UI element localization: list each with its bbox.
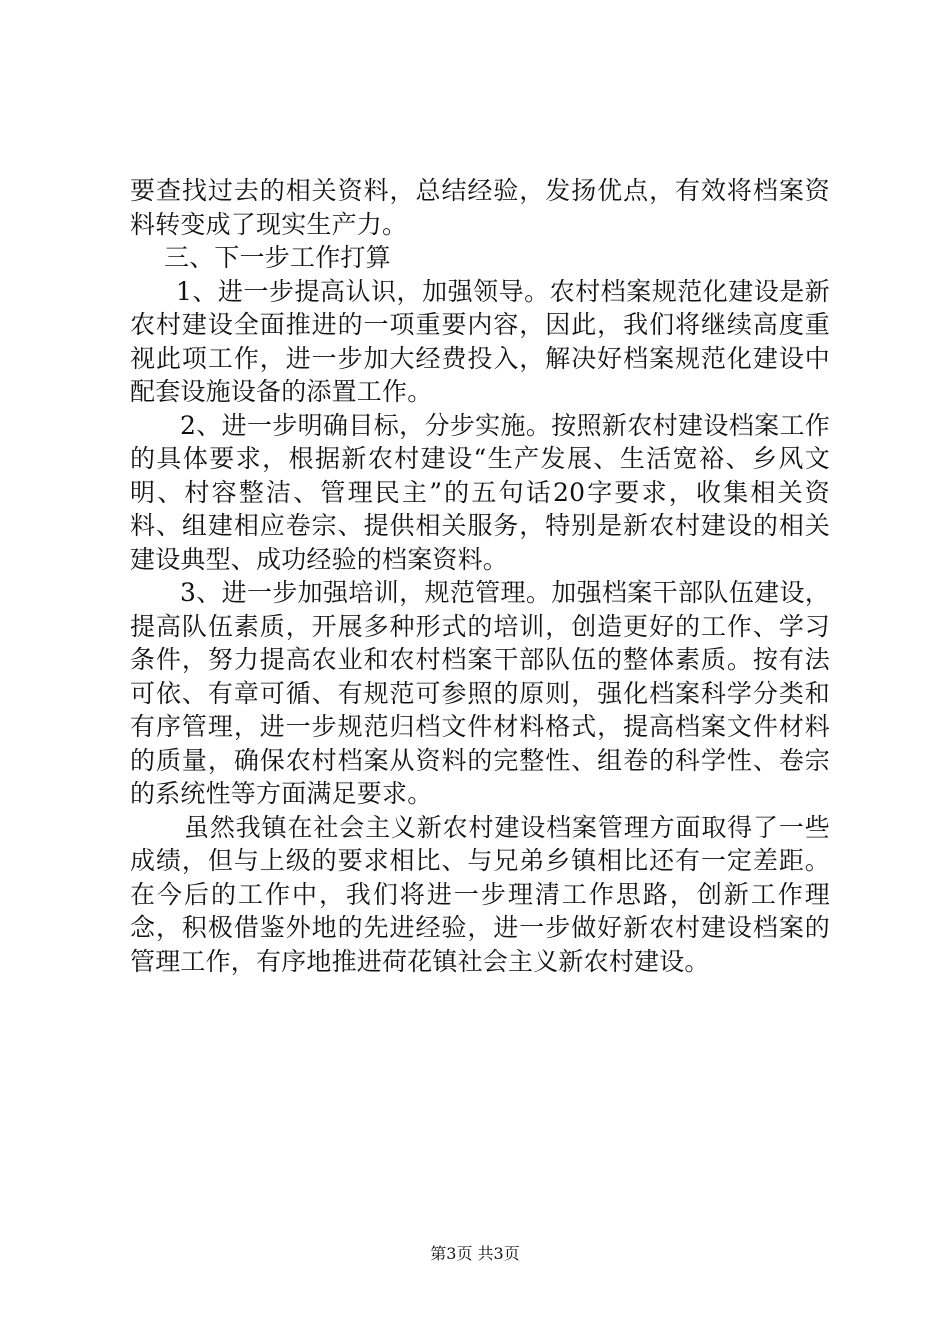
paragraph-item-2: 2、进一步明确目标，分步实施。按照新农村建设档案工作的具体要求，根据新农村建设“生产发展、生活宽裕、乡风文明、村容整洁、管理民主”的五句话20字要求，收集相关资料、组建相应卷宗、提供相关服务，特别是新农村建设的相关建设典型、成功经验的档案资料。 — [130, 410, 830, 574]
page-footer — [0, 1244, 950, 1264]
paragraph-item-3: 3、进一步加强培训，规范管理。加强档案干部队伍建设，提高队伍素质，开展多种形式的培训，创造更好的工作、学习条件，努力提高农业和农村档案干部队伍的整体素质。按有法可依、有章可循、有规范可参照的原则，强化档案科学分类和有序管理，进一步规范归档文件材料格式，提高档案文件材料的质量，确保农村档案从资料的完整性、组卷的科学性、卷宗的系统性等方面满足要求。 — [130, 578, 830, 808]
document-body — [130, 174, 830, 978]
section-heading-next-steps: 三、下一步工作打算 — [164, 243, 391, 272]
paragraph-continuation: 要查找过去的相关资料，总结经验，发扬优点，有效将档案资料转变成了现实生产力。 — [130, 176, 830, 239]
paragraph-conclusion: 虽然我镇在社会主义新农村建设档案管理方面取得了一些成绩，但与上级的要求相比、与兄弟乡镇相比还有一定差距。在今后的工作中，我们将进一步理清工作思路，创新工作理念，积极借鉴外地的先进经验，进一步做好新农村建设档案的管理工作，有序地推进荷花镇社会主义新农村建设。 — [130, 812, 830, 976]
page-number: 第3页 共3页 — [430, 1244, 520, 1263]
paragraph-item-1: 1、进一步提高认识，加强领导。农村档案规范化建设是新农村建设全面推进的一项重要内容，因此，我们将继续高度重视此项工作，进一步加大经费投入，解决好档案规范化建设中配套设施设备的添置工作。 — [130, 276, 830, 406]
